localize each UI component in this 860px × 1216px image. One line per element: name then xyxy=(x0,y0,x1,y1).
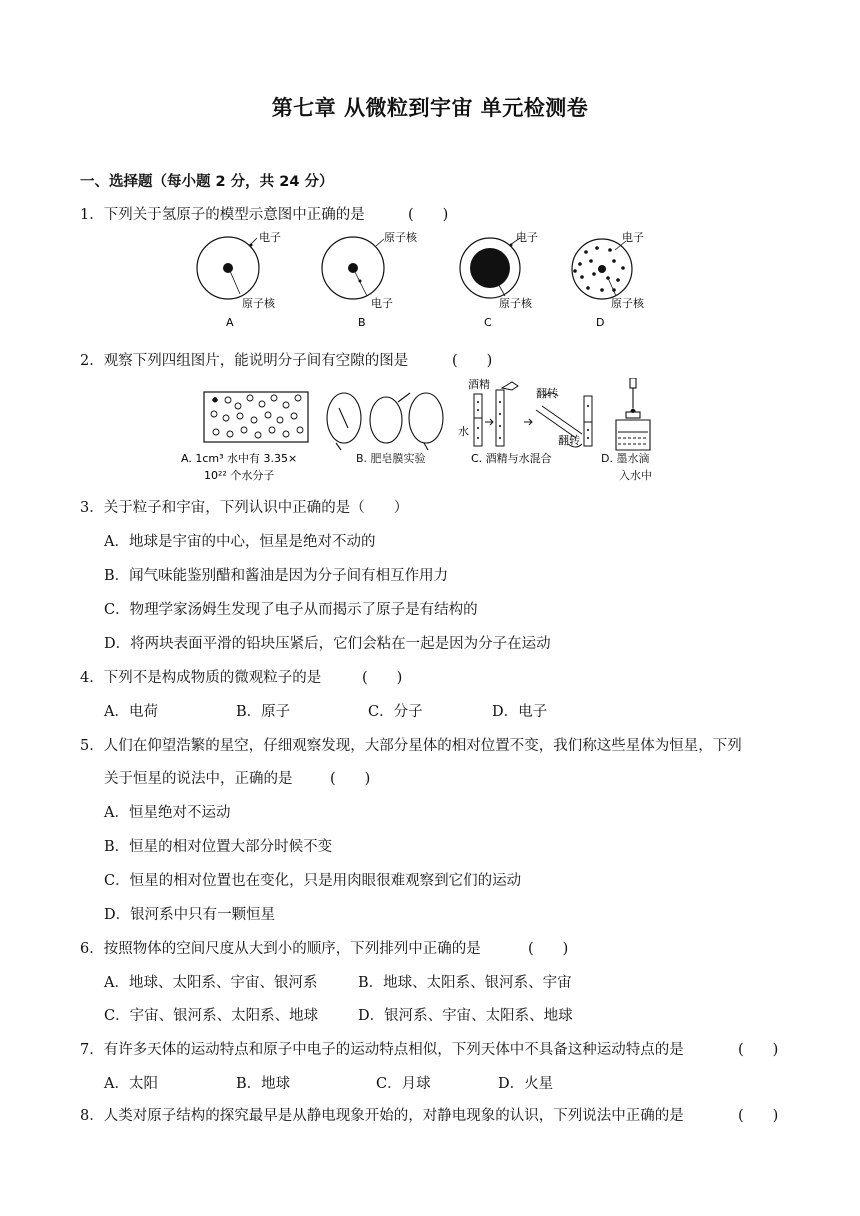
label-water: 水 xyxy=(458,425,469,438)
question-3-option-b: B．闻气味能鉴别醋和酱油是因为分子间有相互作用力 xyxy=(104,568,449,584)
question-3-stem: 3．关于粒子和宇宙，下列认识中正确的是（ ） xyxy=(80,500,409,516)
question-1-stem: 1．下列关于氢原子的模型示意图中正确的是 xyxy=(80,207,365,223)
label-flip-1: 翻转 xyxy=(536,387,558,400)
atom-model-d xyxy=(572,230,645,329)
question-5-option-d: D．银河系中只有一颗恒星 xyxy=(104,907,276,923)
figure-c-alcohol-water xyxy=(458,378,592,465)
option-b-label: B xyxy=(358,316,366,329)
question-5-option-c: C．恒星的相对位置也在变化，只是用肉眼很难观察到它们的运动 xyxy=(104,873,522,889)
label-nucleus-c: 原子核 xyxy=(499,297,532,310)
question-7-option-c: C．月球 xyxy=(376,1076,431,1092)
question-6-answer-blank: ( ) xyxy=(528,941,569,957)
caption-c: C. 酒精与水混合 xyxy=(471,452,552,465)
caption-b: B. 肥皂膜实验 xyxy=(356,452,426,465)
question-5-answer-blank: ( ) xyxy=(330,771,371,787)
option-a-label: A xyxy=(226,316,234,329)
question-8-stem: 8．人类对原子结构的探究最早是从静电现象开始的，对静电现象的认识，下列说法中正确的是 xyxy=(80,1108,684,1124)
question-1-answer-blank: ( ) xyxy=(408,207,449,223)
question-8-answer-blank: ( ) xyxy=(738,1108,779,1124)
figure-b-soap-film xyxy=(327,393,443,465)
question-6-option-b: B．地球、太阳系、银河系、宇宙 xyxy=(358,975,572,991)
question-5-stem-line2: 关于恒星的说法中，正确的是 xyxy=(104,771,293,787)
label-nucleus-a: 原子核 xyxy=(242,297,275,310)
label-nucleus-b: 原子核 xyxy=(384,231,417,244)
label-electron-d: 电子 xyxy=(622,231,644,244)
caption-a-line2: 10²² 个水分子 xyxy=(204,469,275,482)
label-flip-2: 翻转 xyxy=(558,434,580,447)
question-3-option-c: C．物理学家汤姆生发现了电子从而揭示了原子是有结构的 xyxy=(104,602,478,618)
question-6-option-d: D．银河系、宇宙、太阳系、地球 xyxy=(358,1008,573,1024)
label-electron-b: 电子 xyxy=(371,297,393,310)
question-2-stem: 2．观察下列四组图片，能说明分子间有空隙的图是 xyxy=(80,353,409,369)
label-alcohol: 酒精 xyxy=(468,378,490,391)
page-title: 第七章 从微粒到宇宙 单元检测卷 xyxy=(271,96,589,120)
option-d-label: D xyxy=(596,316,605,329)
figure-d-ink-drop xyxy=(601,378,652,482)
question-4-answer-blank: ( ) xyxy=(362,670,403,686)
question-4-option-c: C．分子 xyxy=(368,704,423,720)
question-7-option-b: B．地球 xyxy=(236,1076,291,1092)
atom-model-b xyxy=(322,230,418,329)
question-6-option-c: C．宇宙、银河系、太阳系、地球 xyxy=(104,1008,319,1024)
label-nucleus-d: 原子核 xyxy=(611,297,644,310)
caption-a-line1: A. 1cm³ 水中有 3.35× xyxy=(181,452,298,465)
question-6-option-a: A．地球、太阳系、宇宙、银河系 xyxy=(104,975,318,991)
question-4-option-b: B．原子 xyxy=(236,704,291,720)
atom-model-c xyxy=(460,230,538,329)
question-3-option-a: A．地球是宇宙的中心，恒星是绝对不动的 xyxy=(104,534,376,550)
question-4-option-d: D．电子 xyxy=(492,704,548,720)
question-6-stem: 6．按照物体的空间尺度从大到小的顺序，下列排列中正确的是 xyxy=(80,941,481,957)
question-2-answer-blank: ( ) xyxy=(452,353,493,369)
question-4-stem: 4．下列不是构成物质的微观粒子的是 xyxy=(80,670,322,686)
molecule-gap-figure xyxy=(176,378,696,488)
label-electron-c: 电子 xyxy=(516,231,538,244)
caption-d-line1: D. 墨水滴 xyxy=(601,452,650,465)
question-4-option-a: A．电荷 xyxy=(104,704,158,720)
question-3-option-d: D．将两块表面平滑的铅块压紧后，它们会粘在一起是因为分子在运动 xyxy=(104,636,551,652)
question-7-stem: 7．有许多天体的运动特点和原子中电子的运动特点相似，下列天体中不具备这种运动特点的是 xyxy=(80,1042,684,1058)
question-7-answer-blank: ( ) xyxy=(738,1042,779,1058)
label-electron-a: 电子 xyxy=(259,231,281,244)
question-7-option-d: D．火星 xyxy=(498,1076,554,1092)
atom-models-figure xyxy=(190,228,660,333)
figure-a-water-molecules xyxy=(181,392,308,482)
question-5-option-a: A．恒星绝对不运动 xyxy=(104,805,231,821)
question-5-stem-line1: 5．人们在仰望浩繁的星空，仔细观察发现，大部分星体的相对位置不变，我们称这些星体为恒星，下列 xyxy=(80,738,742,754)
question-7-option-a: A．太阳 xyxy=(104,1076,158,1092)
question-5-option-b: B．恒星的相对位置大部分时候不变 xyxy=(104,839,333,855)
option-c-label: C xyxy=(484,316,492,329)
atom-model-a xyxy=(197,230,281,329)
caption-d-line2: 入水中 xyxy=(619,469,652,482)
section-heading: 一、选择题（每小题 2 分，共 24 分） xyxy=(80,174,334,190)
